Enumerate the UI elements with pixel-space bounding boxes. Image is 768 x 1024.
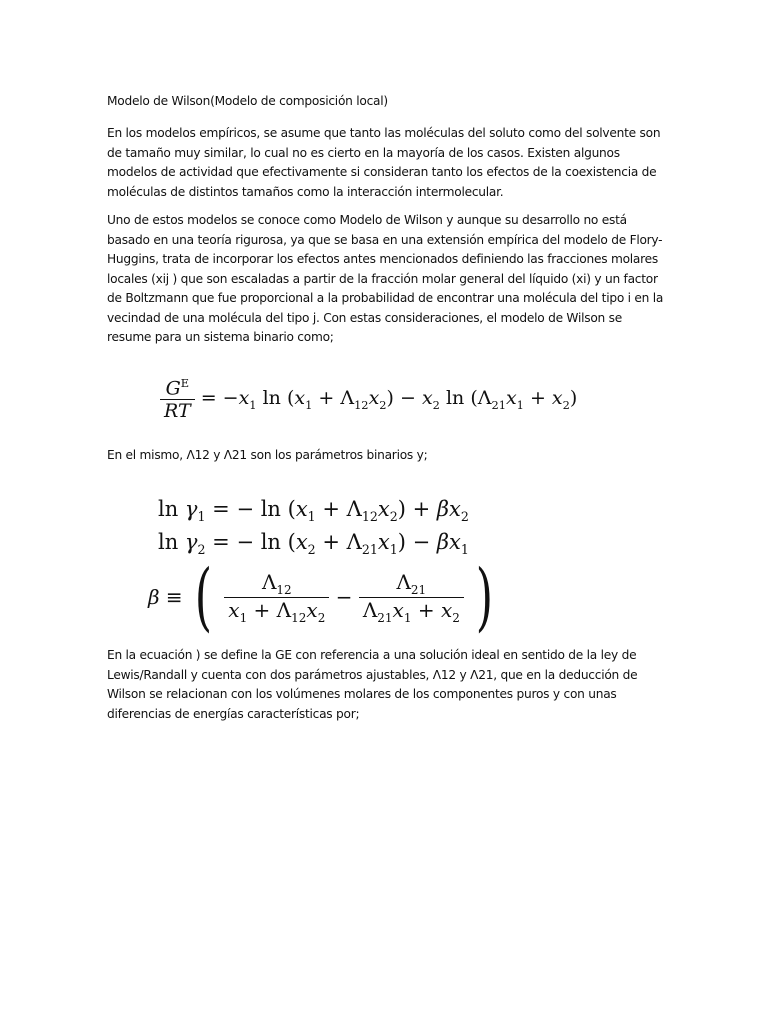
equation-ln-gamma1: $\ln \gamma_1$ = − $\ln (x_1 + \Lambda_{12}x_2) + \beta x_2$	[158, 497, 469, 525]
equation-ln-gamma2: $\ln \gamma_2$ = − $\ln (x_2 + \Lambda_{21}x_1) - \beta x_1$	[158, 530, 469, 558]
paragraph-intro: En los modelos empíricos, se asume que tanto las moléculas del soluto como del solvente son de tamaño muy similar, lo cual no es cierto en la mayoría de los casos. Existen algunos modelos de actividad que efectivamente si consideran tanto los efectos de la coexistencia de moléculas de distintos tamaños como la interacción intermolecular.	[107, 126, 661, 199]
equation-excess-gibbs: $\frac{G^E}{RT}$ = $-x_1$ $\ln (x_1 + \Lambda_{12}x_2) - x_2$ $\ln (\Lambda_{21}x_1 + x_2)$	[160, 376, 577, 422]
document-title: Modelo de Wilson(Modelo de composición local)	[107, 94, 388, 108]
fraction-lambda21: $\frac{\Lambda_{21}}{\Lambda_{21}x_1 + x_2}$	[359, 570, 464, 625]
fraction-lambda12: $\frac{\Lambda_{12}}{x_1 + \Lambda_{12}x_2}$	[224, 570, 329, 625]
fraction-ge-rt: $\frac{G^E}{RT}$	[160, 376, 195, 422]
paragraph-binary-parameters: En el mismo, Λ12 y Λ21 son los parámetros binarios y;	[107, 448, 428, 462]
equation-beta: β ≡ ( $\frac{\Lambda_{12}}{x_1 + \Lambda_{12}x_2}$ − $\frac{\Lambda_{21}}{\Lambda_{21}x_1 + x_2}$ )	[148, 554, 494, 640]
paragraph-ge-definition: En la ecuación ) se define la GE con referencia a una solución ideal en sentido de la ley de Lewis/Randall y cuenta con dos parámetros ajustables, Λ12 y Λ21, que en la deducción de Wilson se relacionan con los volúmenes molares de los componentes puros y con unas diferencias de energías características por;	[107, 648, 638, 721]
paragraph-wilson-model: Uno de estos modelos se conoce como Modelo de Wilson y aunque su desarrollo no está basado en una teoría rigurosa, ya que se basa en una extensión empírica del modelo de Flory-Huggins, trata de incorporar los efectos antes mencionados definiendo las fracciones molares locales (xij ) que son escaladas a partir de la fracción molar general del líquido (xi) y un factor de Boltzmann que fue proporcional a la probabilidad de encontrar una molécula del tipo i en la vecindad de una molécula del tipo j. Con estas consideraciones, el modelo de Wilson se resume para un sistema binario como;	[107, 213, 664, 344]
